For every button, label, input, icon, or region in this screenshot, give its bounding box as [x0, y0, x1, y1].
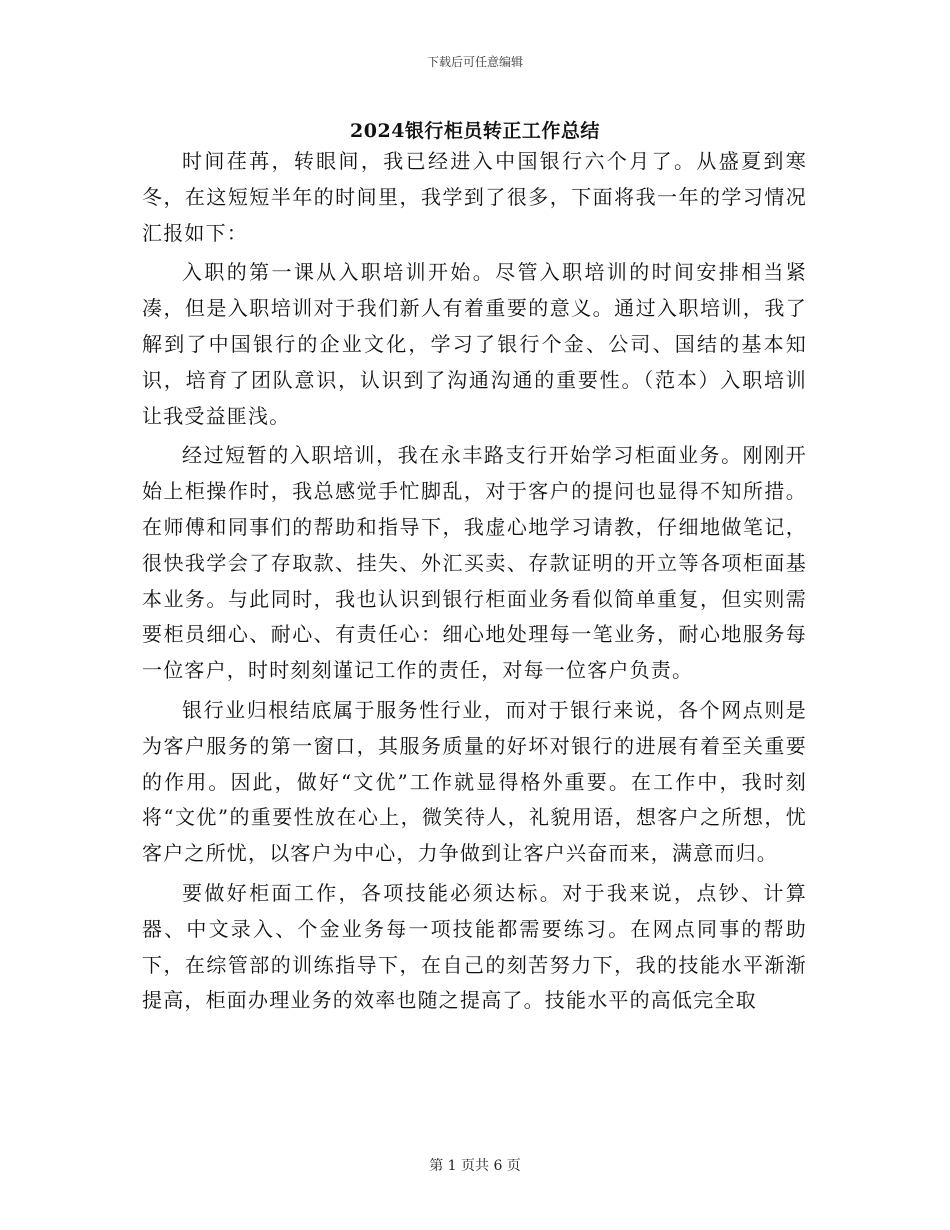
- paragraph: 要做好柜面工作，各项技能必须达标。对于我来说，点钞、计算器、中文录入、个金业务每一项技能都需要练习。在网点同事的帮助下，在综管部的训练指导下，在自己的刻苦努力下，我的技能水平渐渐提高，柜面办理业务的效率也随之提高了。技能水平的高低完全取: [142, 880, 807, 1013]
- paragraph: 经过短暂的入职培训，我在永丰路支行开始学习柜面业务。刚刚开始上柜操作时，我总感觉手忙脚乱，对于客户的提问也显得不知所措。在师傅和同事们的帮助和指导下，我虚心地学习请教，仔细地做笔记，很快我学会了存取款、挂失、外汇买卖、存款证明的开立等各项柜面基本业务。与此同时，我也认识到银行柜面业务看似简单重复，但实则需要柜员细心、耐心、有责任心：细心地处理每一笔业务，耐心地服务每一位客户，时时刻刻谨记工作的责任，对每一位客户负责。: [142, 443, 807, 683]
- header-note: 下载后可任意编辑: [426, 55, 523, 69]
- paragraph: 入职的第一课从入职培训开始。尽管入职培训的时间安排相当紧凑，但是入职培训对于我们新人有着重要的意义。通过入职培训，我了解到了中国银行的企业文化，学习了银行个金、公司、国结的基本知识，培育了团队意识，认识到了沟通沟通的重要性。（范本）入职培训让我受益匪浅。: [142, 260, 807, 428]
- paragraph: 时间荏苒，转眼间，我已经进入中国银行六个月了。从盛夏到寒冬，在这短短半年的时间里，我学到了很多，下面将我一年的学习情况汇报如下：: [142, 149, 807, 245]
- page-number-footer: 第 1 页共 6 页: [429, 1158, 521, 1174]
- paragraph: 银行业归根结底属于服务性行业，而对于银行来说，各个网点则是为客户服务的第一窗口，其服务质量的好坏对银行的进展有着至关重要的作用。因此，做好“文优”工作就显得格外重要。在工作中，我时刻将“文优”的重要性放在心上，微笑待人，礼貌用语，想客户之所想，忧客户之所忧，以客户为中心，力争做到让客户兴奋而来，满意而归。: [142, 697, 807, 866]
- document-title: 2024银行柜员转正工作总结: [350, 120, 600, 142]
- document-body: [142, 144, 807, 1023]
